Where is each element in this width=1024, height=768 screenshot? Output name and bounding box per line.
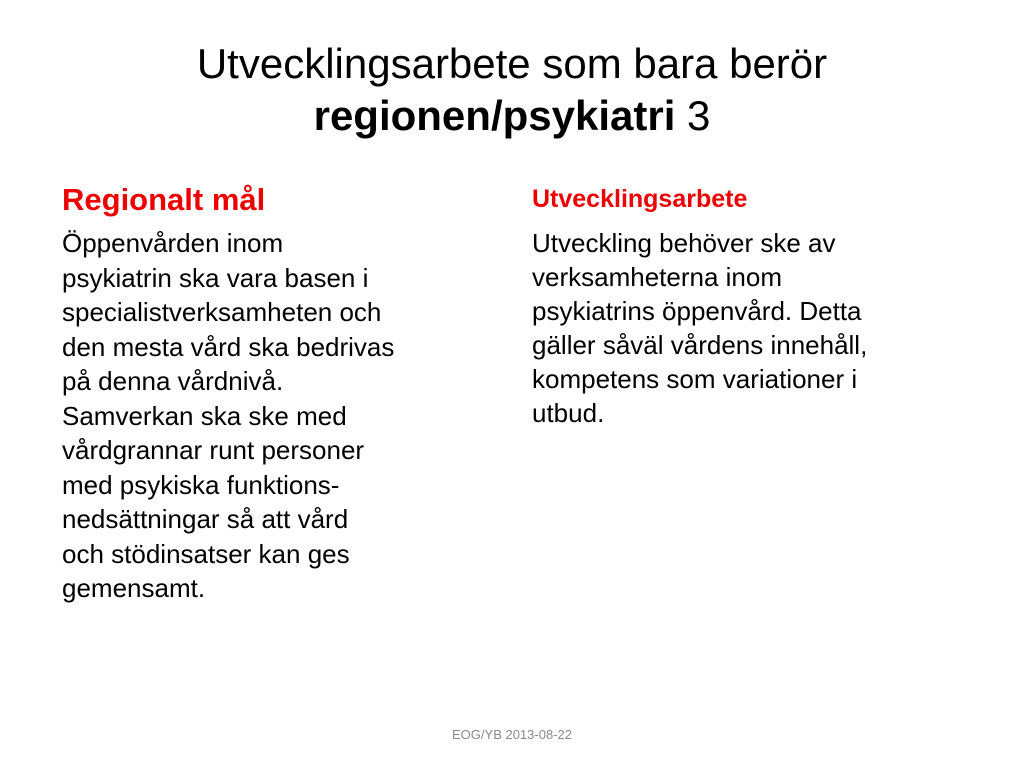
left-heading: Regionalt mål [62,182,266,217]
left-line: specialistverksamheten och [62,297,382,327]
title-line-1: Utvecklingsarbete som bara berör [196,40,828,87]
left-line: Samverkan ska ske med [62,400,347,431]
right-line: gäller såväl vårdens innehåll, [532,330,868,360]
left-line: Öppenvården inom [62,228,284,258]
left-column [62,180,502,606]
right-column [532,182,972,430]
left-line: vårdgrannar runt personer [62,435,365,465]
left-line: psykiatrin ska vara basen i [62,262,369,293]
left-body [62,226,502,606]
right-line: Utveckling behöver ske av [532,228,836,258]
left-line: gemensamt. [62,573,206,603]
title-bold-part: regionen/psykiatri [313,92,676,139]
slide-title [60,38,964,142]
left-line: med psykiska funktions- [62,469,340,500]
footer-date: EOG/YB 2013-08-22 [452,727,572,742]
left-line: nedsättningar så att vård [62,504,349,534]
title-line-2 [314,92,711,139]
right-line: kompetens som variationer i [532,364,858,394]
left-line: på denna vårdnivå. [62,366,284,396]
right-heading: Utvecklingsarbete [532,185,748,213]
right-body [532,226,972,430]
right-line: utbud. [532,398,605,428]
right-line: psykiatrins öppenvård. Detta [532,296,862,326]
right-line: verksamheterna inom [532,262,782,292]
left-line: och stödinsatser kan ges [62,538,350,569]
title-number: 3 [675,92,711,139]
left-line: den mesta vård ska bedrivas [62,331,395,362]
